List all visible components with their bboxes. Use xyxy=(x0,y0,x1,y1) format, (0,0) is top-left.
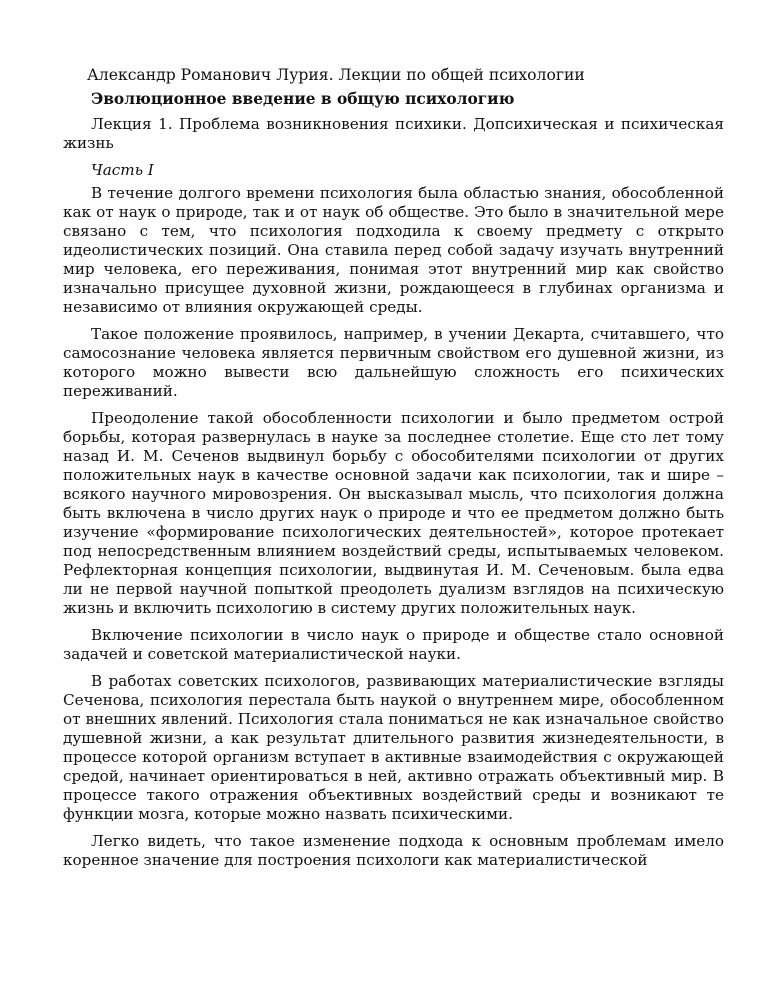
lecture-title: Лекция 1. Проблема возникновения психики. Допсихическая и психическая жизнь xyxy=(63,115,724,152)
paragraph: В течение долгого времени психология была областью знания, обособленной как от наук о природе, так и от наук об обществе. Это было в значительной мере связано с тем, что психология подходила к своему предмету с открыто идеолистических позиций. Она ставила перед собой задачу изучать внутренний мир человека, его переживания, понимая этот внутренний мир как свойство изначально присущее духовной жизни, рождающееся в глубинах организма и независимо от влияния окружающей среды. xyxy=(63,184,724,316)
paragraph: Преодоление такой обособленности психологии и было предметом острой борьбы, которая развернулась в науке за последнее столетие. Еще сто лет тому назад И. М. Сеченов выдвинул борьбу с обособителями психологии от других положительных наук в качестве основной задачи как психологии, так и шире – всякого научного мировозрения. Он высказывал мысль, что психология должна быть включена в число других наук о природе и что ее предметом должно быть изучение «формирование психологических деятельностей», которое протекает под непосредственным влиянием воздействий среды, испытываемых человеком. Рефлекторная концепция психологии, выдвинутая И. М. Сеченовым. была едва ли не первой научной попыткой преодолеть дуализм взглядов на психическую жизнь и включить психологию в систему других положительных наук. xyxy=(63,409,724,617)
book-title: Александр Романович Лурия. Лекции по общей психологии xyxy=(87,66,585,84)
section-heading: Эволюционное введение в общую психологию xyxy=(91,90,515,108)
paragraph: Такое положение проявилось, например, в учении Декарта, считавшего, что самосознание человека является первичным свойством его душевной жизни, из которого можно вывести всю дальнейшую сложность его психических переживаний. xyxy=(63,325,724,400)
paragraph: Легко видеть, что такое изменение подхода к основным проблемам имело коренное значение для построения психологи как материалистической xyxy=(63,832,724,869)
paragraph: Включение психологии в число наук о природе и обществе стало основной задачей и советской материалистической науки. xyxy=(63,626,724,663)
part-label: Часть I xyxy=(91,161,154,179)
paragraph: В работах советских психологов, развивающих материалистические взгляды Сеченова, психология перестала быть наукой о внутреннем мире, обособленном от внешних явлений. Психология стала пониматься не как изначальное свойство душевной жизни, а как результат длительного развития жизнедеятельности, в процессе которой организм вступает в активные взаимодействия с окружающей средой, начинает ориентироваться в ней, активно отражать объективный мир. В процессе такого отражения объективных воздействий среды и возникают те функции мозга, которые можно назвать психическими. xyxy=(63,672,724,823)
